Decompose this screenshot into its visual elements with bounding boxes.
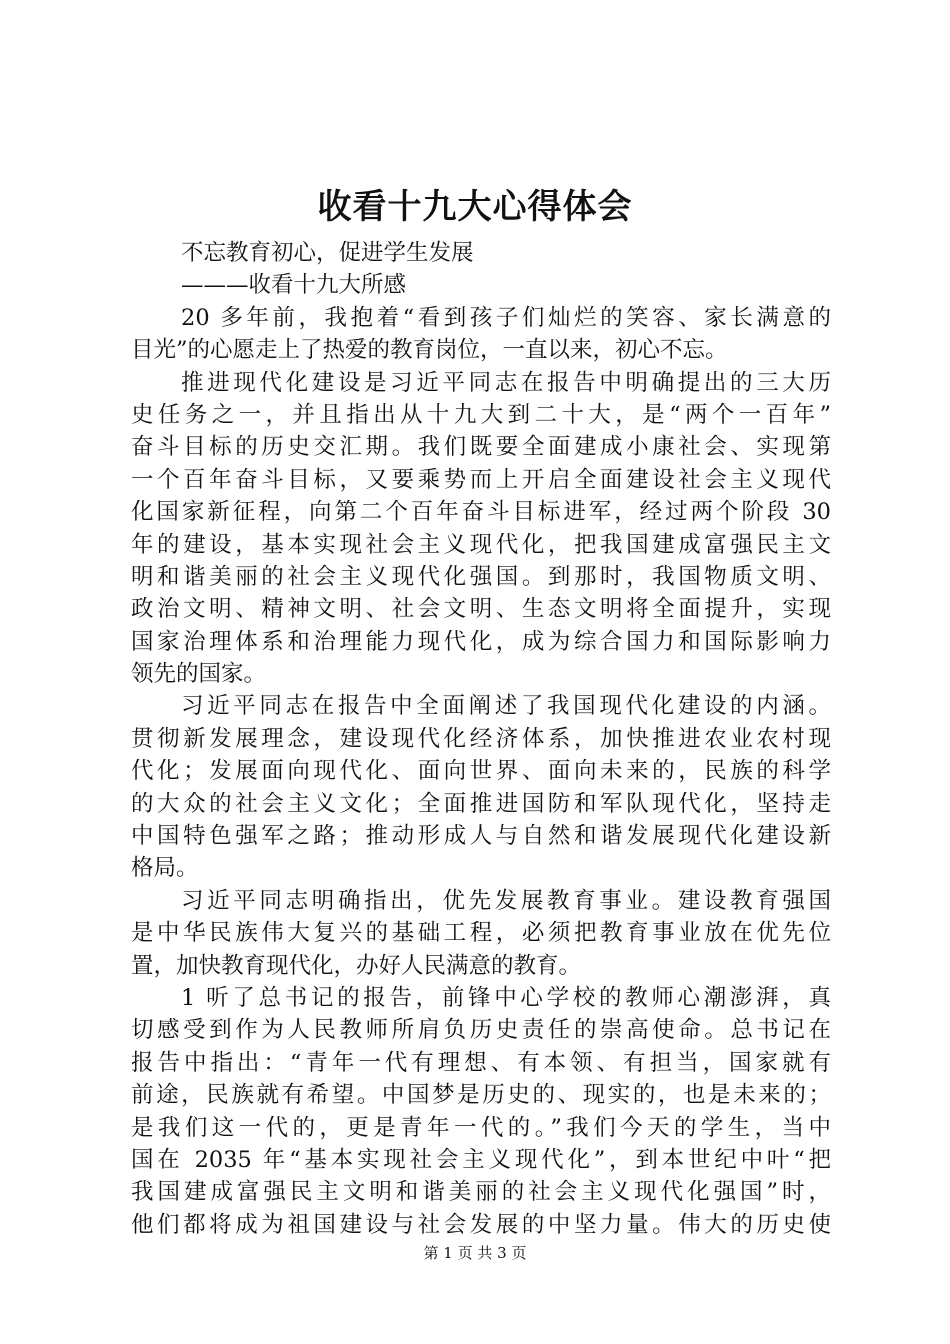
body-line: 推进现代化建设是习近平同志在报告中明确提出的三大历	[181, 369, 831, 396]
body-line: 20 多年前，我抱着“看到孩子们灿烂的笑容、家长满意的	[181, 304, 831, 331]
body-line: 是中华民族伟大复兴的基础工程，必须把教育事业放在优先位	[131, 920, 831, 947]
body-line: 习近平同志在报告中全面阐述了我国现代化建设的内涵。	[181, 693, 831, 720]
page-footer: 第 1 页 共 3 页	[423, 1244, 527, 1262]
body-line: 年的建设，基本实现社会主义现代化，把我国建成富强民主文	[131, 531, 831, 558]
body-line: 1 听了总书记的报告，前锋中心学校的教师心潮澎湃，真	[181, 984, 831, 1011]
body-line: 代化；发展面向现代化、面向世界、面向未来的，民族的科学	[131, 758, 831, 785]
body-line: 前途，民族就有希望。中国梦是历史的、现实的，也是未来的；	[131, 1082, 831, 1109]
body-line: 格局。	[131, 855, 199, 882]
body-line: 一个百年奋斗目标，又要乘势而上开启全面建设社会主义现代	[131, 466, 831, 493]
body-line: 的大众的社会主义文化；全面推进国防和军队现代化，坚持走	[131, 790, 831, 817]
body-line: ———收看十九大所感	[181, 272, 407, 299]
body-line: 政治文明、精神文明、社会文明、生态文明将全面提升，实现	[131, 596, 831, 623]
body-line: 习近平同志明确指出，优先发展教育事业。建设教育强国	[181, 887, 831, 914]
body-line: 国家治理体系和治理能力现代化，成为综合国力和国际影响力	[131, 628, 831, 655]
body-line: 化国家新征程，向第二个百年奋斗目标进军，经过两个阶段 30	[131, 499, 831, 526]
body-line: 报告中指出：“青年一代有理想、有本领、有担当，国家就有	[131, 1049, 831, 1076]
body-line: 国在 2035 年“基本实现社会主义现代化”，到本世纪中叶“把	[131, 1146, 831, 1173]
body-line: 领先的国家。	[131, 661, 267, 688]
body-line: 奋斗目标的历史交汇期。我们既要全面建成小康社会、实现第	[131, 434, 831, 461]
body-line: 目光”的心愿走上了热爱的教育岗位，一直以来，初心不忘。	[131, 337, 728, 364]
body-line: 不忘教育初心，促进学生发展	[181, 240, 474, 266]
body-line: 是我们这一代的，更是青年一代的。”我们今天的学生，当中	[131, 1114, 831, 1141]
body-line: 置，加快教育现代化，办好人民满意的教育。	[131, 952, 582, 979]
body-line: 贯彻新发展理念，建设现代化经济体系，加快推进农业农村现	[131, 725, 831, 752]
document-title: 收看十九大心得体会	[317, 187, 633, 227]
body-line: 明和谐美丽的社会主义现代化强国。到那时，我国物质文明、	[131, 563, 831, 590]
body-line: 切感受到作为人民教师所肩负历史责任的崇高使命。总书记在	[131, 1017, 831, 1044]
document-body	[131, 237, 831, 1241]
body-line: 我国建成富强民主文明和谐美丽的社会主义现代化强国”时，	[131, 1179, 831, 1206]
body-line: 他们都将成为祖国建设与社会发展的中坚力量。伟大的历史使	[131, 1211, 831, 1238]
body-line: 中国特色强军之路；推动形成人与自然和谐发展现代化建设新	[131, 823, 831, 850]
body-line: 史任务之一，并且指出从十九大到二十大，是“两个一百年”	[131, 401, 831, 428]
